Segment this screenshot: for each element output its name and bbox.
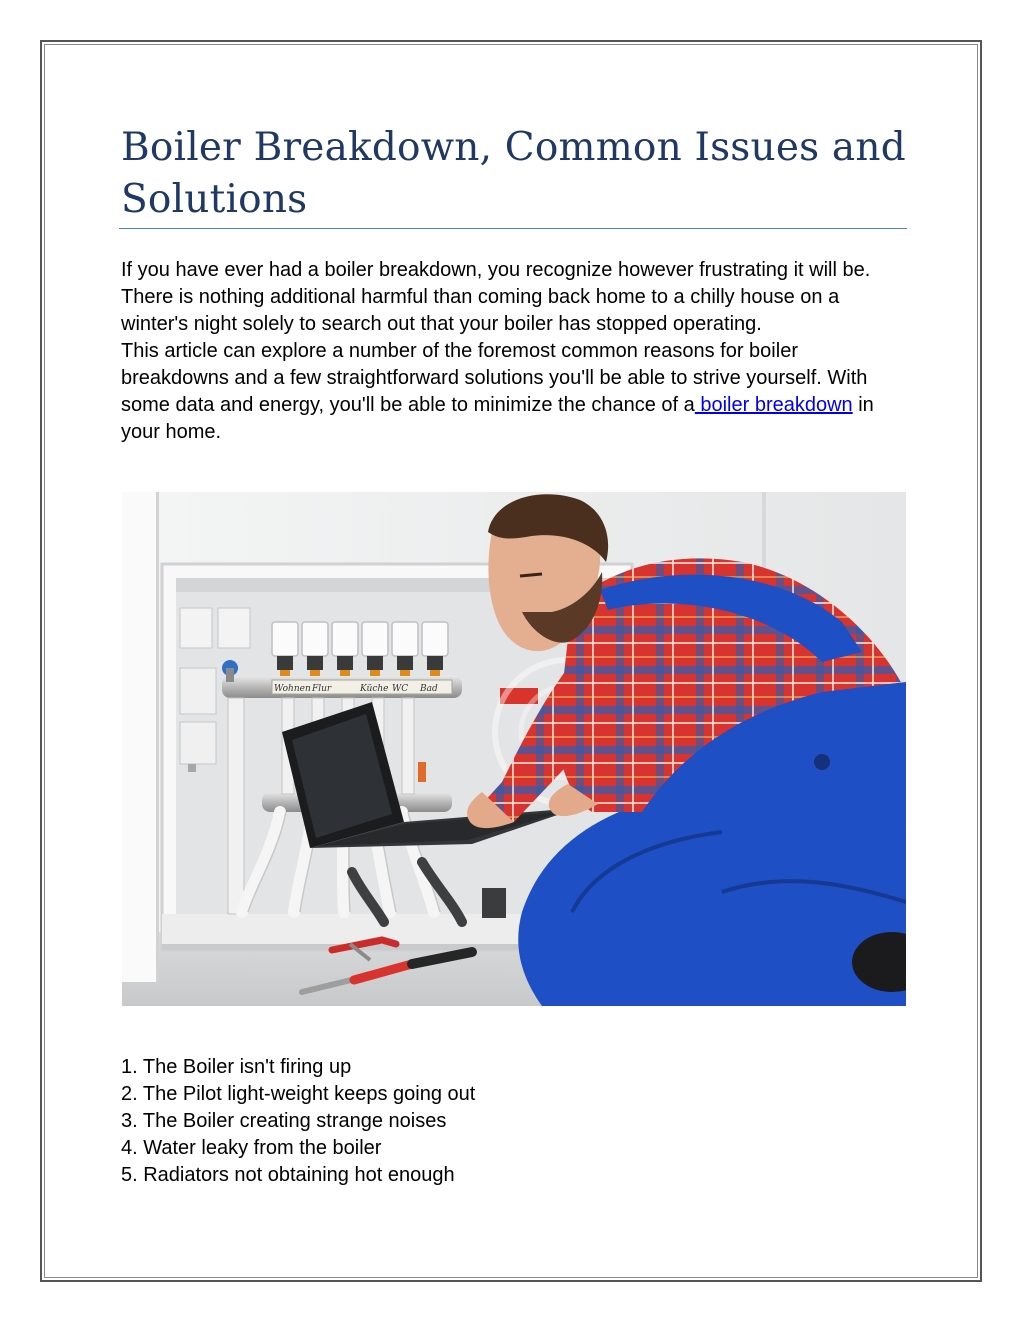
- technician-photo: [122, 492, 906, 1006]
- paragraph-2-text: This article can explore a number of the foremost common reasons for boiler breakdowns and a few straightforward solutions you'll be able to strive yourself. With some data and energy, you'll be able to minimize the chance of a: [121, 340, 868, 416]
- photo-label-1: Flur: [312, 684, 332, 694]
- list-item: 3. The Boiler creating strange noises: [121, 1110, 447, 1132]
- list-item: 1. The Boiler isn't firing up: [121, 1056, 352, 1078]
- photo-label-2: Küche: [360, 684, 389, 694]
- boiler-breakdown-link[interactable]: boiler breakdown: [694, 394, 853, 416]
- list-item: 2. The Pilot light-weight keeps going out: [121, 1083, 476, 1105]
- issues-list: [121, 1054, 821, 1189]
- photo-label-0: Wohnen: [274, 684, 311, 694]
- list-item: 4. Water leaky from the boiler: [121, 1137, 382, 1159]
- title-divider: [119, 228, 907, 229]
- paragraph-2-tail: in your home.: [121, 394, 874, 443]
- photo-label-4: Bad: [420, 684, 438, 694]
- intro-paragraph-2: [121, 338, 911, 446]
- photo-label-3: WC: [392, 684, 409, 694]
- intro-text: [121, 257, 911, 446]
- list-item: 5. Radiators not obtaining hot enough: [121, 1164, 455, 1186]
- page-title: Boiler Breakdown, Common Issues and Solutions: [121, 125, 906, 222]
- intro-paragraph-1: If you have ever had a boiler breakdown, you recognize however frustrating it will be. There is nothing additional harmful than coming back home to a chilly house on a winter's night solely to search out that your boiler has stopped operating.: [121, 259, 871, 335]
